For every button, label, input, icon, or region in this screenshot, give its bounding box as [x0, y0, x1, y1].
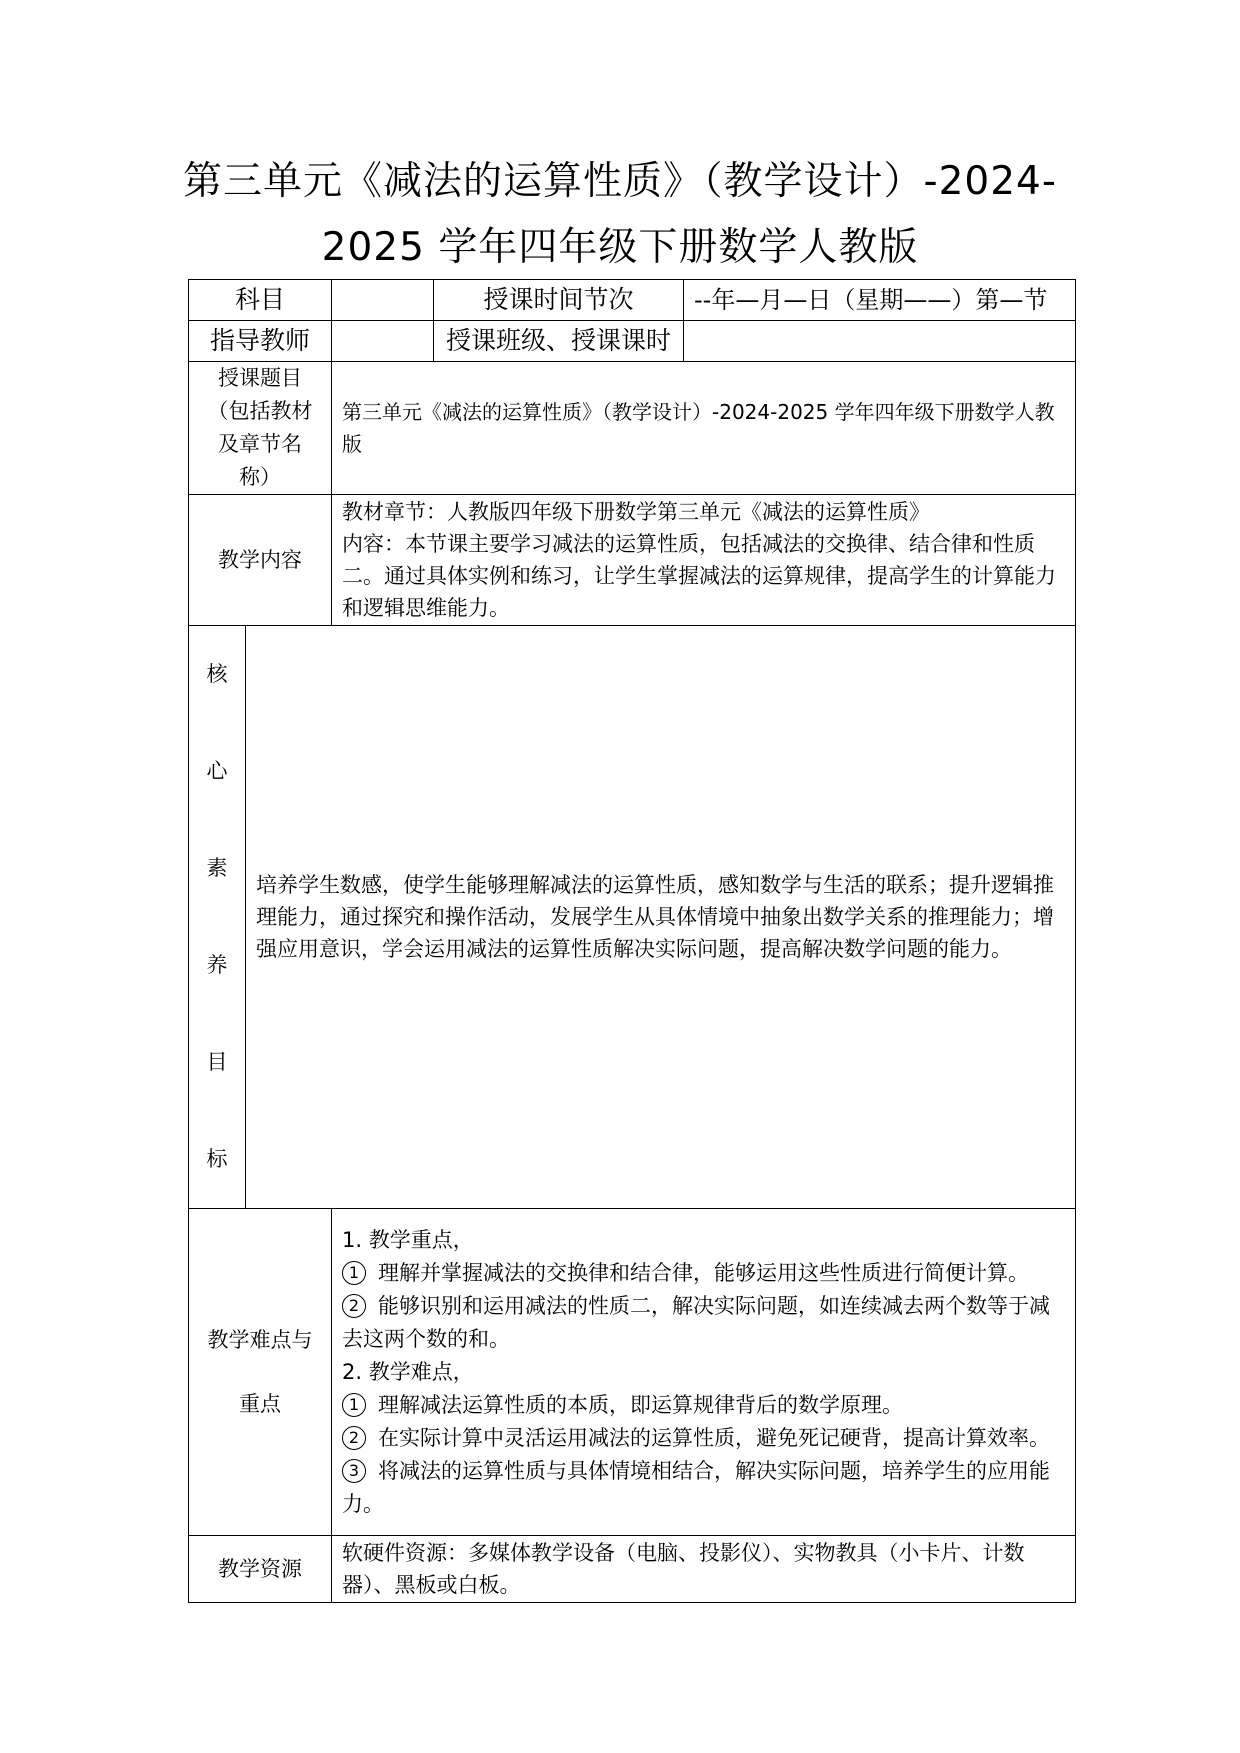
lesson-plan-table — [188, 279, 1076, 1603]
focus-value — [332, 1209, 1076, 1536]
topic-label-line: 授课题目 — [218, 366, 302, 390]
core-label — [189, 626, 246, 1209]
table-row — [189, 280, 1076, 321]
topic-label-line: 称） — [239, 465, 281, 489]
circled-number: 2 — [342, 1294, 366, 1318]
core-label-char: 目 — [206, 1050, 228, 1074]
table-row — [189, 1209, 1076, 1536]
core-label-char: 标 — [206, 1147, 228, 1171]
resources-label: 教学资源 — [189, 1536, 332, 1603]
table-row — [189, 321, 1076, 362]
table-row — [189, 495, 1076, 626]
teacher-value — [332, 321, 434, 362]
content-body: 内容：本节课主要学习减法的运算性质，包括减法的交换律、结合律和性质二。通过具体实例和练习，让学生掌握减法的运算规律，提高学生的计算能力和逻辑思维能力。 — [342, 532, 1057, 620]
circled-number: 1 — [342, 1393, 366, 1417]
core-label-char: 核 — [206, 662, 228, 686]
content-label: 教学内容 — [189, 495, 332, 626]
list-item: 2 能够识别和运用减法的性质二，解决实际问题，如连续减去两个数等于减去这两个数的和。 — [342, 1293, 1051, 1351]
document-title-line-1: 第三单元《减法的运算性质》（教学设计）-2024- — [183, 159, 1057, 204]
focus-label — [189, 1209, 332, 1536]
list-item: 1 理解并掌握减法的交换律和结合律，能够运用这些性质进行简便计算。 — [342, 1257, 1065, 1290]
list-item: 3 将减法的运算性质与具体情境相结合，解决实际问题，培养学生的应用能力。 — [342, 1458, 1051, 1516]
topic-value: 第三单元《减法的运算性质》（教学设计）-2024-2025 学年四年级下册数学人教版 — [332, 362, 1076, 495]
list-item: 2 在实际计算中灵活运用减法的运算性质，避免死记硬背，提高计算效率。 — [342, 1422, 1065, 1455]
list-item: 1 理解减法运算性质的本质，即运算规律背后的数学原理。 — [342, 1389, 1065, 1422]
difficulties-heading: 2. 教学难点， — [342, 1359, 474, 1384]
topic-label-line: 及章节名 — [218, 432, 302, 456]
topic-label-line: （包括教材 — [207, 399, 313, 423]
content-chapter: 教材章节：人教版四年级下册数学第三单元《减法的运算性质》 — [342, 500, 931, 524]
teacher-label: 指导教师 — [189, 321, 332, 362]
class-label: 授课班级、授课课时 — [434, 321, 684, 362]
subject-label: 科目 — [189, 280, 332, 321]
focus-label-line: 教学难点与 — [207, 1328, 313, 1352]
content-value — [332, 495, 1076, 626]
key-points-heading: 1. 教学重点， — [342, 1227, 474, 1252]
topic-label — [189, 362, 332, 495]
time-value: --年—月—日（星期——）第—节 — [684, 280, 1076, 321]
core-label-char: 素 — [206, 856, 228, 880]
core-label-char: 养 — [206, 953, 228, 977]
table-row — [189, 1536, 1076, 1603]
subject-value — [332, 280, 434, 321]
core-value: 培养学生数感，使学生能够理解减法的运算性质，感知数学与生活的联系；提升逻辑推理能力，通过探究和操作活动，发展学生从具体情境中抽象出数学关系的推理能力；增强应用意识，学会运用减法的运算性质解决实际问题，提高解决数学问题的能力。 — [246, 626, 1076, 1209]
class-value — [684, 321, 1076, 362]
circled-number: 3 — [342, 1459, 366, 1483]
table-row — [189, 626, 1076, 1209]
focus-label-line: 重点 — [239, 1392, 281, 1416]
table-row — [189, 362, 1076, 495]
time-label: 授课时间节次 — [434, 280, 684, 321]
core-label-char: 心 — [206, 759, 228, 783]
document-title-line-2: 2025 学年四年级下册数学人教版 — [321, 225, 919, 270]
circled-number: 1 — [342, 1261, 366, 1285]
resources-value: 软硬件资源：多媒体教学设备（电脑、投影仪）、实物教具（小卡片、计数器）、黑板或白板。 — [332, 1536, 1076, 1603]
circled-number: 2 — [342, 1426, 366, 1450]
